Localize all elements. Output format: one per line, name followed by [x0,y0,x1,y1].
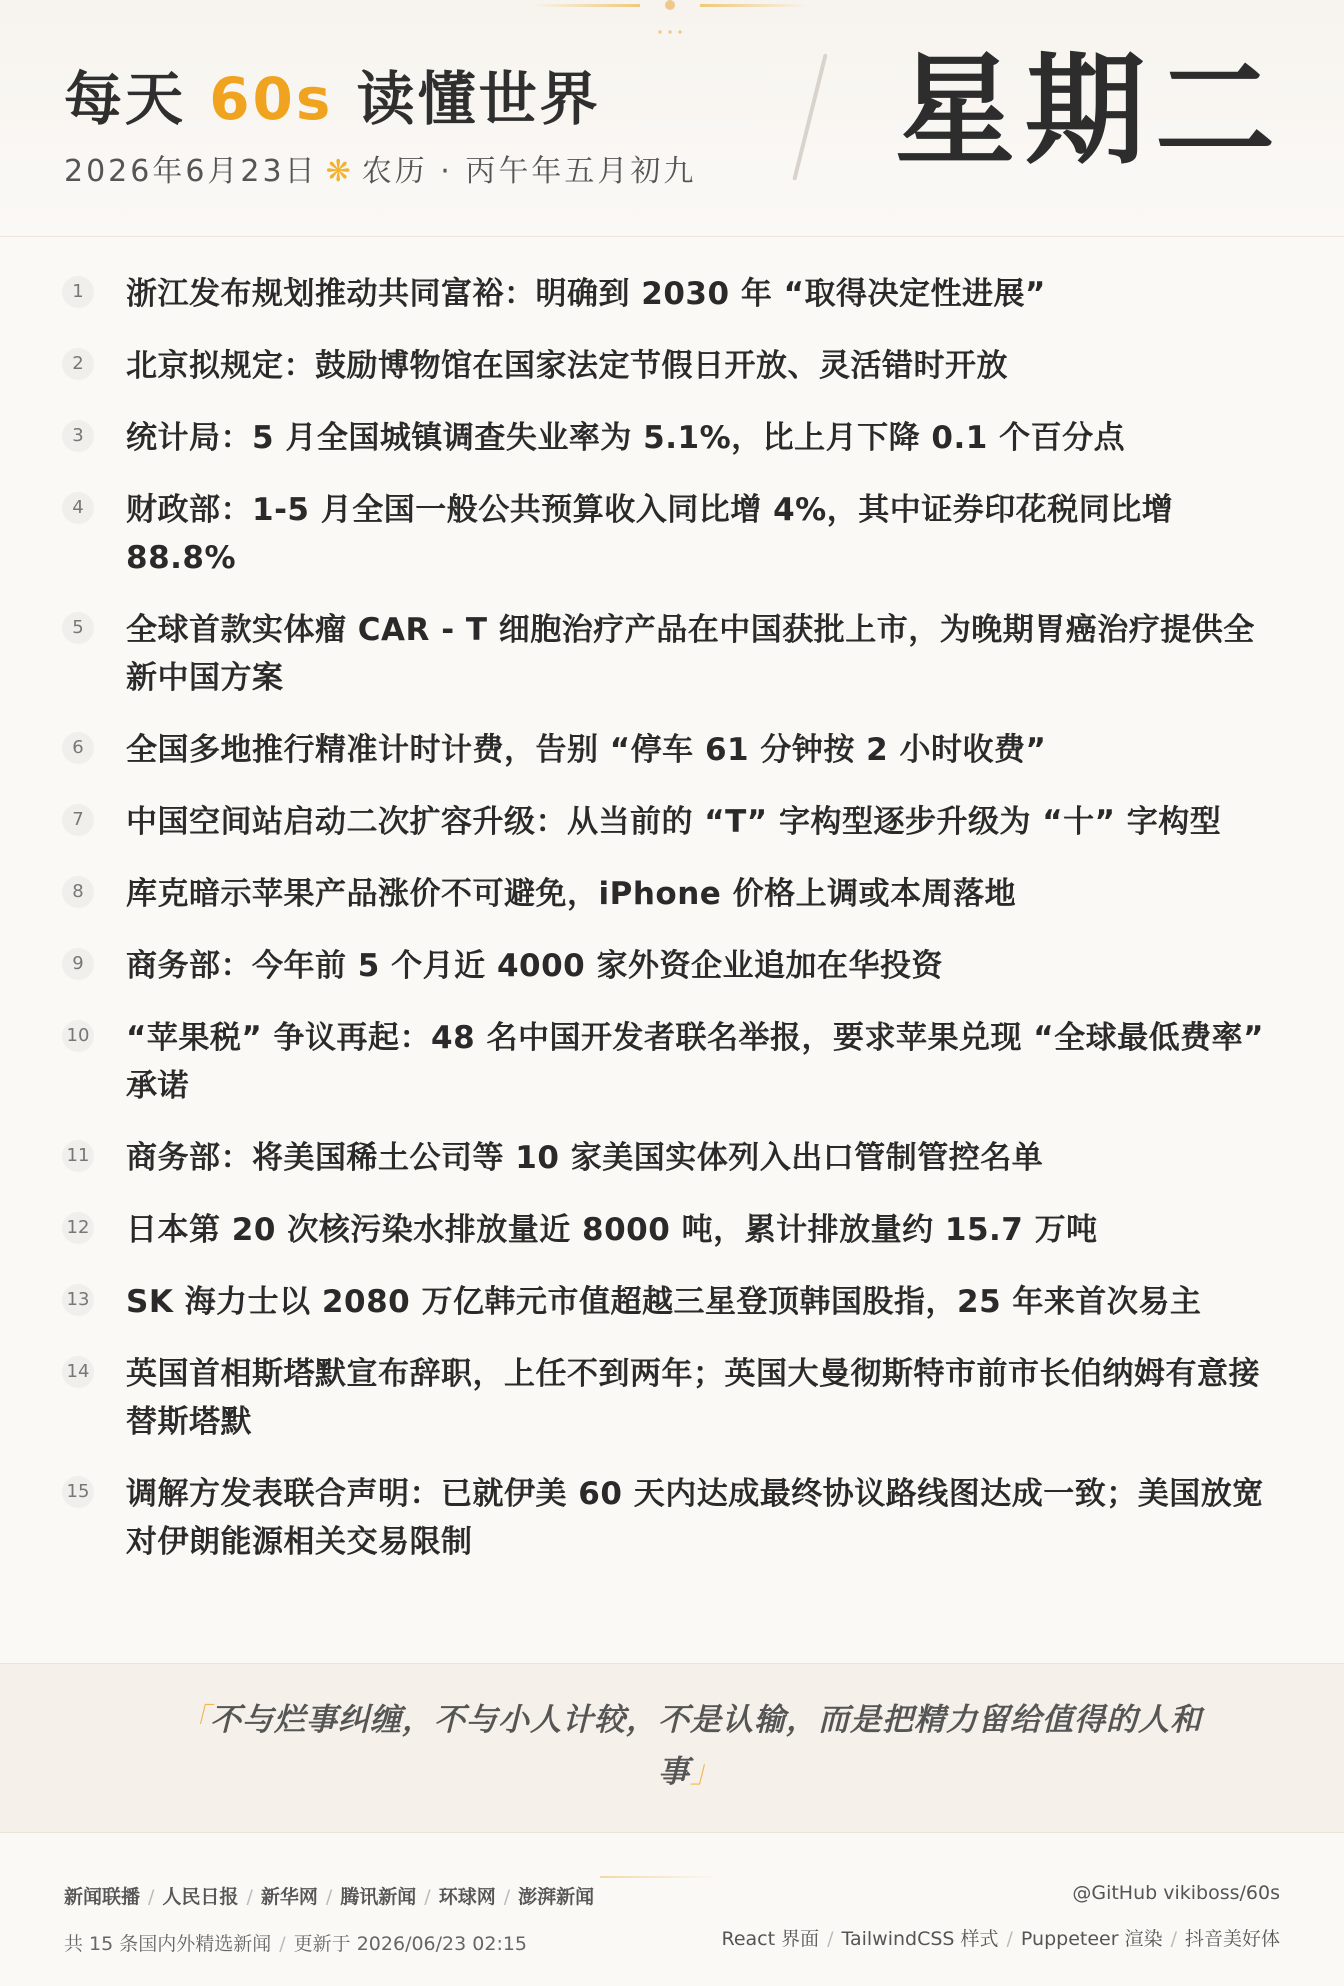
quote [170,1694,1210,1798]
divider-slash [792,53,827,180]
news-headline: 商务部：将美国稀土公司等 10 家美国实体列入出口管制管控名单 [126,1140,1044,1176]
news-item [62,942,1282,990]
news-item [62,1206,1282,1254]
news-headline: 中国空间站启动二次扩容升级：从当前的 “T” 字构型逐步升级为 “十” 字构型 [126,804,1222,840]
source-item: 环球网 [438,1886,496,1908]
title-accent: 60s [209,65,334,133]
weekday: 星期二 [895,42,1285,181]
star-icon: ❋ [325,154,354,189]
github-link[interactable]: @GitHub vikiboss/60s [1072,1882,1280,1904]
footer-right [721,1882,1280,1971]
news-item [62,1134,1282,1182]
credit-item: 抖音美好体 [1184,1928,1280,1950]
news-count: 共 15 条国内外精选新闻 [64,1933,272,1955]
news-number-badge: 8 [62,876,94,908]
footer-left [64,1882,594,1976]
news-number-badge: 7 [62,804,94,836]
news-number-badge: 1 [62,276,94,308]
news-item [62,486,1282,582]
news-headline: 北京拟规定：鼓励博物馆在国家法定节假日开放、灵活错时开放 [126,348,1008,384]
credits: React 界面 / TailwindCSS 样式 / Puppeteer 渲染 / 抖音美好体 [721,1928,1280,1950]
news-item [62,1470,1282,1566]
news-headline: 商务部：今年前 5 个月近 4000 家外资企业追加在华投资 [126,948,944,984]
news-item [62,342,1282,390]
header [0,0,1344,237]
source-item: 澎湃新闻 [518,1886,595,1908]
news-number-badge: 14 [62,1356,94,1388]
news-headline: 英国首相斯塔默宣布辞职，上任不到两年；英国大曼彻斯特市前市长伯纳姆有意接替斯塔默 [126,1356,1260,1440]
page-title: 每天 60s 读懂世界 [64,65,601,133]
news-number-badge: 9 [62,948,94,980]
news-headline: 统计局：5 月全国城镇调查失业率为 5.1%，比上月下降 0.1 个百分点 [126,420,1126,456]
quote-close-mark: 」 [690,1754,722,1790]
news-item [62,270,1282,318]
credit-item: TailwindCSS 样式 [841,1928,999,1950]
source-item: 新闻联播 [64,1886,141,1908]
news-item [62,1014,1282,1110]
lunar-date: 农历 · 丙午年五月初九 [361,154,697,189]
credit-item: Puppeteer 渲染 [1020,1928,1163,1950]
date: 2026年6月23日 [64,154,318,189]
footer-meta: 共 15 条国内外精选新闻 / 更新于 2026/06/23 02:15 [64,1933,528,1955]
news-number-badge: 13 [62,1284,94,1316]
quote-text: 不与烂事纠缠，不与小人计较，不是认输，而是把精力留给值得的人和事 [210,1702,1202,1790]
news-list [62,270,1282,1590]
sources: 新闻联播 / 人民日报 / 新华网 / 腾讯新闻 / 环球网 / 澎湃新闻 [64,1886,595,1908]
news-number-badge: 15 [62,1476,94,1508]
news-headline: 全国多地推行精准计时计费，告别 “停车 61 分钟按 2 小时收费” [126,732,1047,768]
news-number-badge: 10 [62,1020,94,1052]
news-headline: 日本第 20 次核污染水排放量近 8000 吨，累计排放量约 15.7 万吨 [126,1212,1098,1248]
news-item [62,1278,1282,1326]
news-headline: 库克暗示苹果产品涨价不可避免，iPhone 价格上调或本周落地 [126,876,1017,912]
source-item: 新华网 [260,1886,318,1908]
news-item [62,414,1282,462]
footer [0,1860,1344,1986]
source-item: 腾讯新闻 [340,1886,417,1908]
news-headline: 浙江发布规划推动共同富裕：明确到 2030 年 “取得决定性进展” [126,276,1046,312]
news-number-badge: 2 [62,348,94,380]
credit-item: React 界面 [721,1928,820,1950]
news-item [62,870,1282,918]
news-number-badge: 4 [62,492,94,524]
source-item: 人民日报 [162,1886,239,1908]
news-item [62,606,1282,702]
news-headline: 财政部：1-5 月全国一般公共预算收入同比增 4%，其中证券印花税同比增 88.8% [126,492,1174,576]
news-item [62,726,1282,774]
news-number-badge: 5 [62,612,94,644]
news-item [62,1350,1282,1446]
news-number-badge: 3 [62,420,94,452]
date-line [64,146,696,190]
top-decoration [520,0,820,40]
news-number-badge: 6 [62,732,94,764]
news-headline: 全球首款实体瘤 CAR - T 细胞治疗产品在中国获批上市，为晚期胃癌治疗提供全新中国方案 [126,612,1255,696]
news-item [62,798,1282,846]
news-headline: SK 海力士以 2080 万亿韩元市值超越三星登顶韩国股指，25 年来首次易主 [126,1284,1202,1320]
news-number-badge: 11 [62,1140,94,1172]
news-headline: 调解方发表联合声明：已就伊美 60 天内达成最终协议路线图达成一致；美国放宽对伊朗能源相关交易限制 [126,1476,1264,1560]
quote-box [0,1663,1344,1833]
news-headline: “苹果税” 争议再起：48 名中国开发者联名举报，要求苹果兑现 “全球最低费率” 承诺 [126,1020,1265,1104]
update-time: 更新于 2026/06/23 02:15 [293,1933,528,1955]
news-number-badge: 12 [62,1212,94,1244]
quote-open-mark: 「 [178,1702,210,1738]
